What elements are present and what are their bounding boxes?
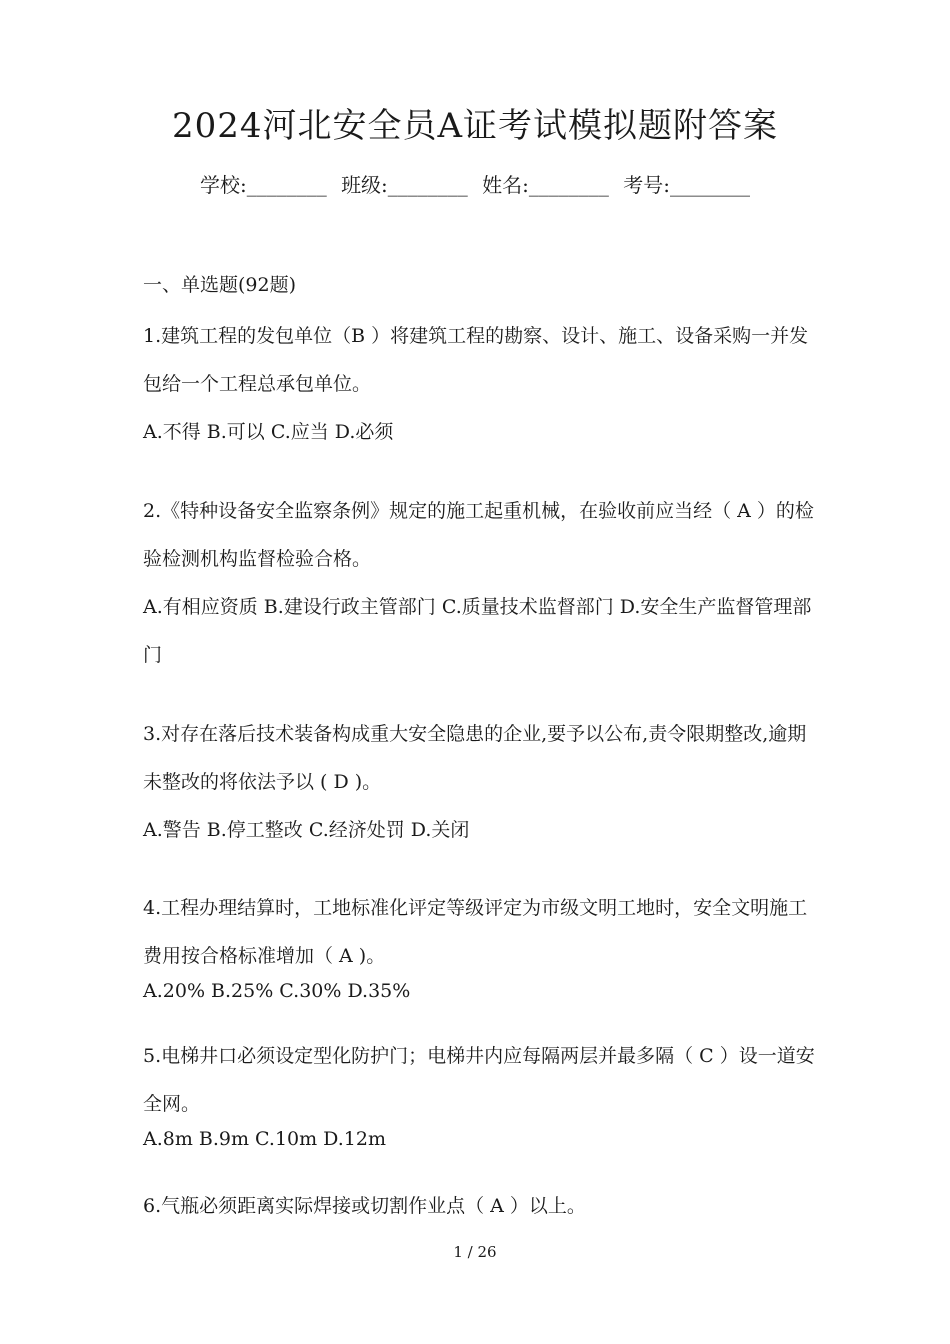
question-text: 4.工程办理结算时，工地标准化评定等级评定为市级文明工地时，安全文明施工费用按合格标准增加（ A )。	[143, 897, 808, 967]
section-heading: 一、单选题(92题)	[143, 274, 297, 296]
name-field: 姓名:________	[482, 173, 609, 197]
question-options: A.不得 B.可以 C.应当 D.必须	[143, 421, 394, 443]
question-options: A.8m B.9m C.10m D.12m	[143, 1128, 386, 1150]
question-text: 6.气瓶必须距离实际焊接或切割作业点（ A ）以上。	[143, 1195, 586, 1217]
question-3	[143, 710, 823, 854]
page-number: 1 / 26	[453, 1243, 497, 1261]
question-4	[143, 884, 823, 1006]
question-text: 5.电梯井口必须设定型化防护门；电梯井内应每隔两层并最多隔（ C ）设一道安全网。	[143, 1045, 815, 1115]
question-text: 1.建筑工程的发包单位（B ）将建筑工程的勘察、设计、施工、设备采购一并发包给一个工程总承包单位。	[143, 325, 809, 395]
question-options: A.警告 B.停工整改 C.经济处罚 D.关闭	[143, 819, 470, 841]
exam-number-field: 考号:________	[623, 173, 751, 197]
question-6	[143, 1182, 823, 1230]
question-1	[143, 312, 823, 456]
question-options: A.有相应资质 B.建设行政主管部门 C.质量技术监督部门 D.安全生产监督管理部门	[143, 596, 812, 666]
class-field: 班级:________	[341, 173, 468, 197]
question-text: 3.对存在落后技术装备构成重大安全隐患的企业,要予以公布,责令限期整改,逾期未整改的将依法予以 ( D )。	[143, 723, 807, 793]
student-info-line	[0, 170, 950, 200]
question-text: 2.《特种设备安全监察条例》规定的施工起重机械，在验收前应当经（ A ）的检验检测机构监督检验合格。	[143, 500, 814, 570]
question-2	[143, 487, 823, 679]
document-title: 2024河北安全员A证考试模拟题附答案	[171, 106, 779, 146]
school-field: 学校:________	[199, 173, 327, 197]
question-options: A.20% B.25% C.30% D.35%	[143, 980, 411, 1002]
question-5	[143, 1032, 823, 1154]
